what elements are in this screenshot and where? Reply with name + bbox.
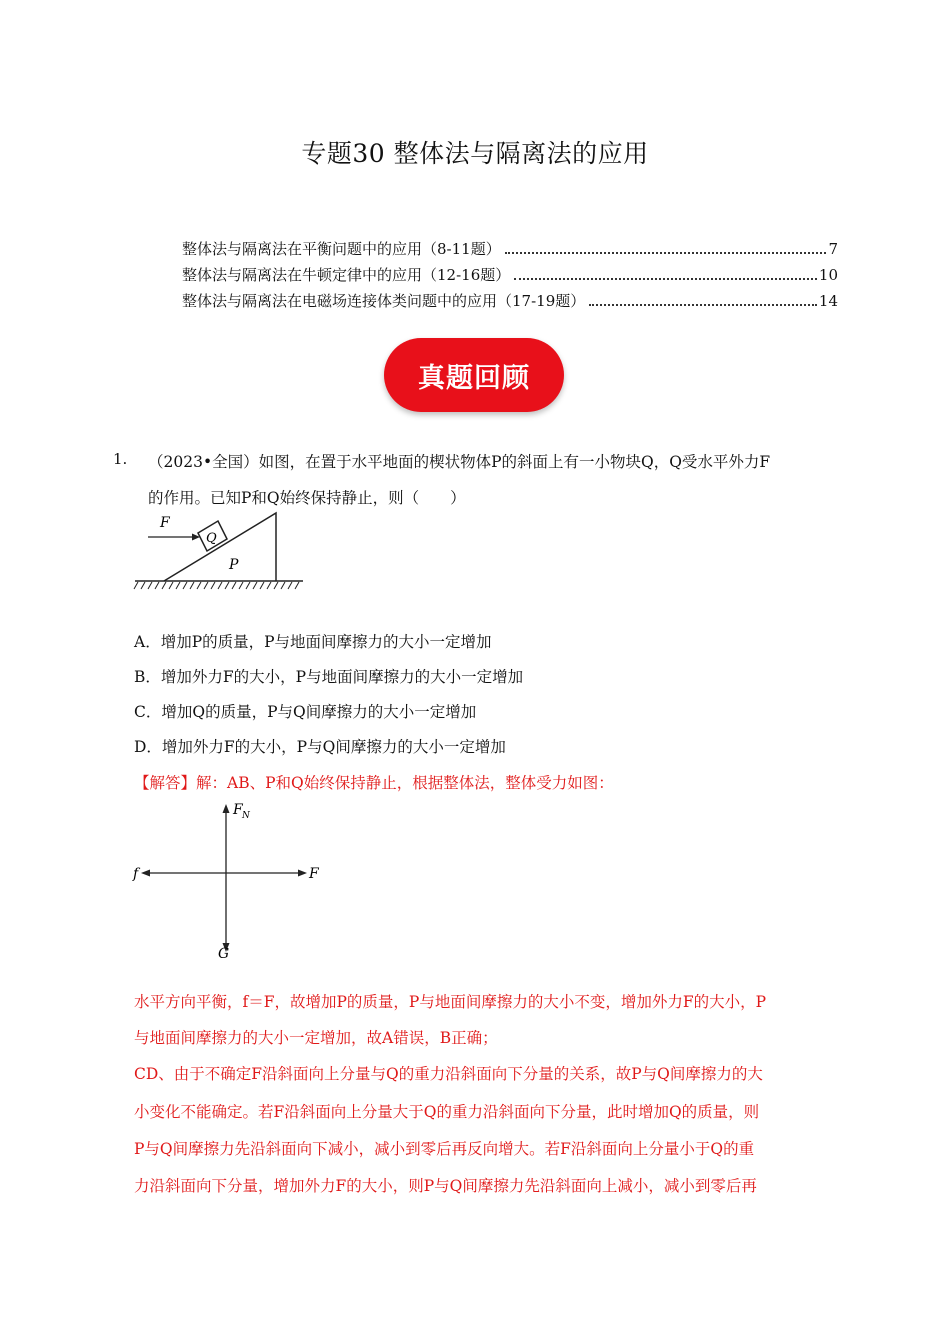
question-number: 1. <box>113 450 128 468</box>
toc-entry-label: 整体法与隔离法在电磁场连接体类问题中的应用（17-19题） <box>182 292 586 310</box>
normal-force-subscript: N <box>242 811 250 821</box>
gravity-label: G <box>218 946 230 962</box>
normal-force-arrowhead <box>223 804 230 813</box>
force-f-label: F <box>160 515 170 531</box>
applied-force-label: F <box>309 866 319 882</box>
toc-entry[interactable] <box>182 264 838 290</box>
block-q-label: Q <box>206 531 217 546</box>
toc-entry-page: 7 <box>828 240 838 258</box>
answer-line-6: 力沿斜面向下分量，增加外力F的大小，则P与Q间摩擦力先沿斜面向上减小，减小到零后再 <box>134 1177 757 1195</box>
answer-line-2: 与地面间摩擦力的大小一定增加，故A错误，B正确； <box>134 1029 498 1047</box>
option-b[interactable]: B．增加外力F的大小，P与地面间摩擦力的大小一定增加 <box>134 668 524 686</box>
toc-leader-dots <box>589 304 817 306</box>
option-d[interactable]: D．增加外力F的大小，P与Q间摩擦力的大小一定增加 <box>134 738 506 756</box>
toc-entry[interactable] <box>182 290 838 316</box>
normal-force-label: F <box>233 802 243 818</box>
toc-entry-page: 14 <box>818 292 838 310</box>
toc-entry[interactable] <box>182 238 838 264</box>
toc-entry-label: 整体法与隔离法在牛顿定律中的应用（12-16题） <box>182 266 511 284</box>
answer-intro <box>134 771 614 793</box>
wedge-p <box>164 513 276 581</box>
answer-line-5: P与Q间摩擦力先沿斜面向下减小，减小到零后再反向增大。若F沿斜面向上分量小于Q的重 <box>134 1140 755 1158</box>
page-title: 专题30 整体法与隔离法的应用 <box>301 139 649 168</box>
force-diagram <box>128 798 328 966</box>
answer-line-1: 水平方向平衡，f＝F，故增加P的质量，P与地面间摩擦力的大小不变，增加外力F的大小，P <box>134 993 767 1011</box>
toc-leader-dots <box>505 252 827 254</box>
friction-arrowhead <box>141 870 150 877</box>
option-a[interactable]: A．增加P的质量，P与地面间摩擦力的大小一定增加 <box>134 633 492 651</box>
answer-tag: 【解答】 <box>134 774 197 792</box>
answer-line-4: 小变化不能确定。若F沿斜面向上分量大于Q的重力沿斜面向下分量，此时增加Q的质量，则 <box>134 1103 760 1121</box>
section-badge: 真题回顾 <box>384 338 564 412</box>
question-text-line-2: 的作用。已知P和Q始终保持静止，则（ ） <box>148 489 466 507</box>
applied-force-arrowhead <box>298 870 307 877</box>
wedge-p-label: P <box>229 557 239 573</box>
answer-intro-text: 解：AB、P和Q始终保持静止，根据整体法，整体受力如图： <box>196 774 614 792</box>
toc-entry-label: 整体法与隔离法在平衡问题中的应用（8-11题） <box>182 240 501 258</box>
friction-label: f <box>133 866 139 882</box>
toc-leader-dots <box>514 278 817 280</box>
ground-hatch <box>134 582 299 589</box>
option-c[interactable]: C．增加Q的质量，P与Q间摩擦力的大小一定增加 <box>134 703 477 721</box>
toc-entry-page: 10 <box>818 266 838 284</box>
question-text-line-1: （2023•全国）如图，在置于水平地面的楔状物体P的斜面上有一小物块Q，Q受水平外力F <box>148 453 771 471</box>
wedge-figure <box>128 510 308 595</box>
answer-line-3: CD、由于不确定F沿斜面向上分量与Q的重力沿斜面向下分量的关系，故P与Q间摩擦力的大 <box>134 1065 763 1083</box>
table-of-contents <box>182 238 838 316</box>
